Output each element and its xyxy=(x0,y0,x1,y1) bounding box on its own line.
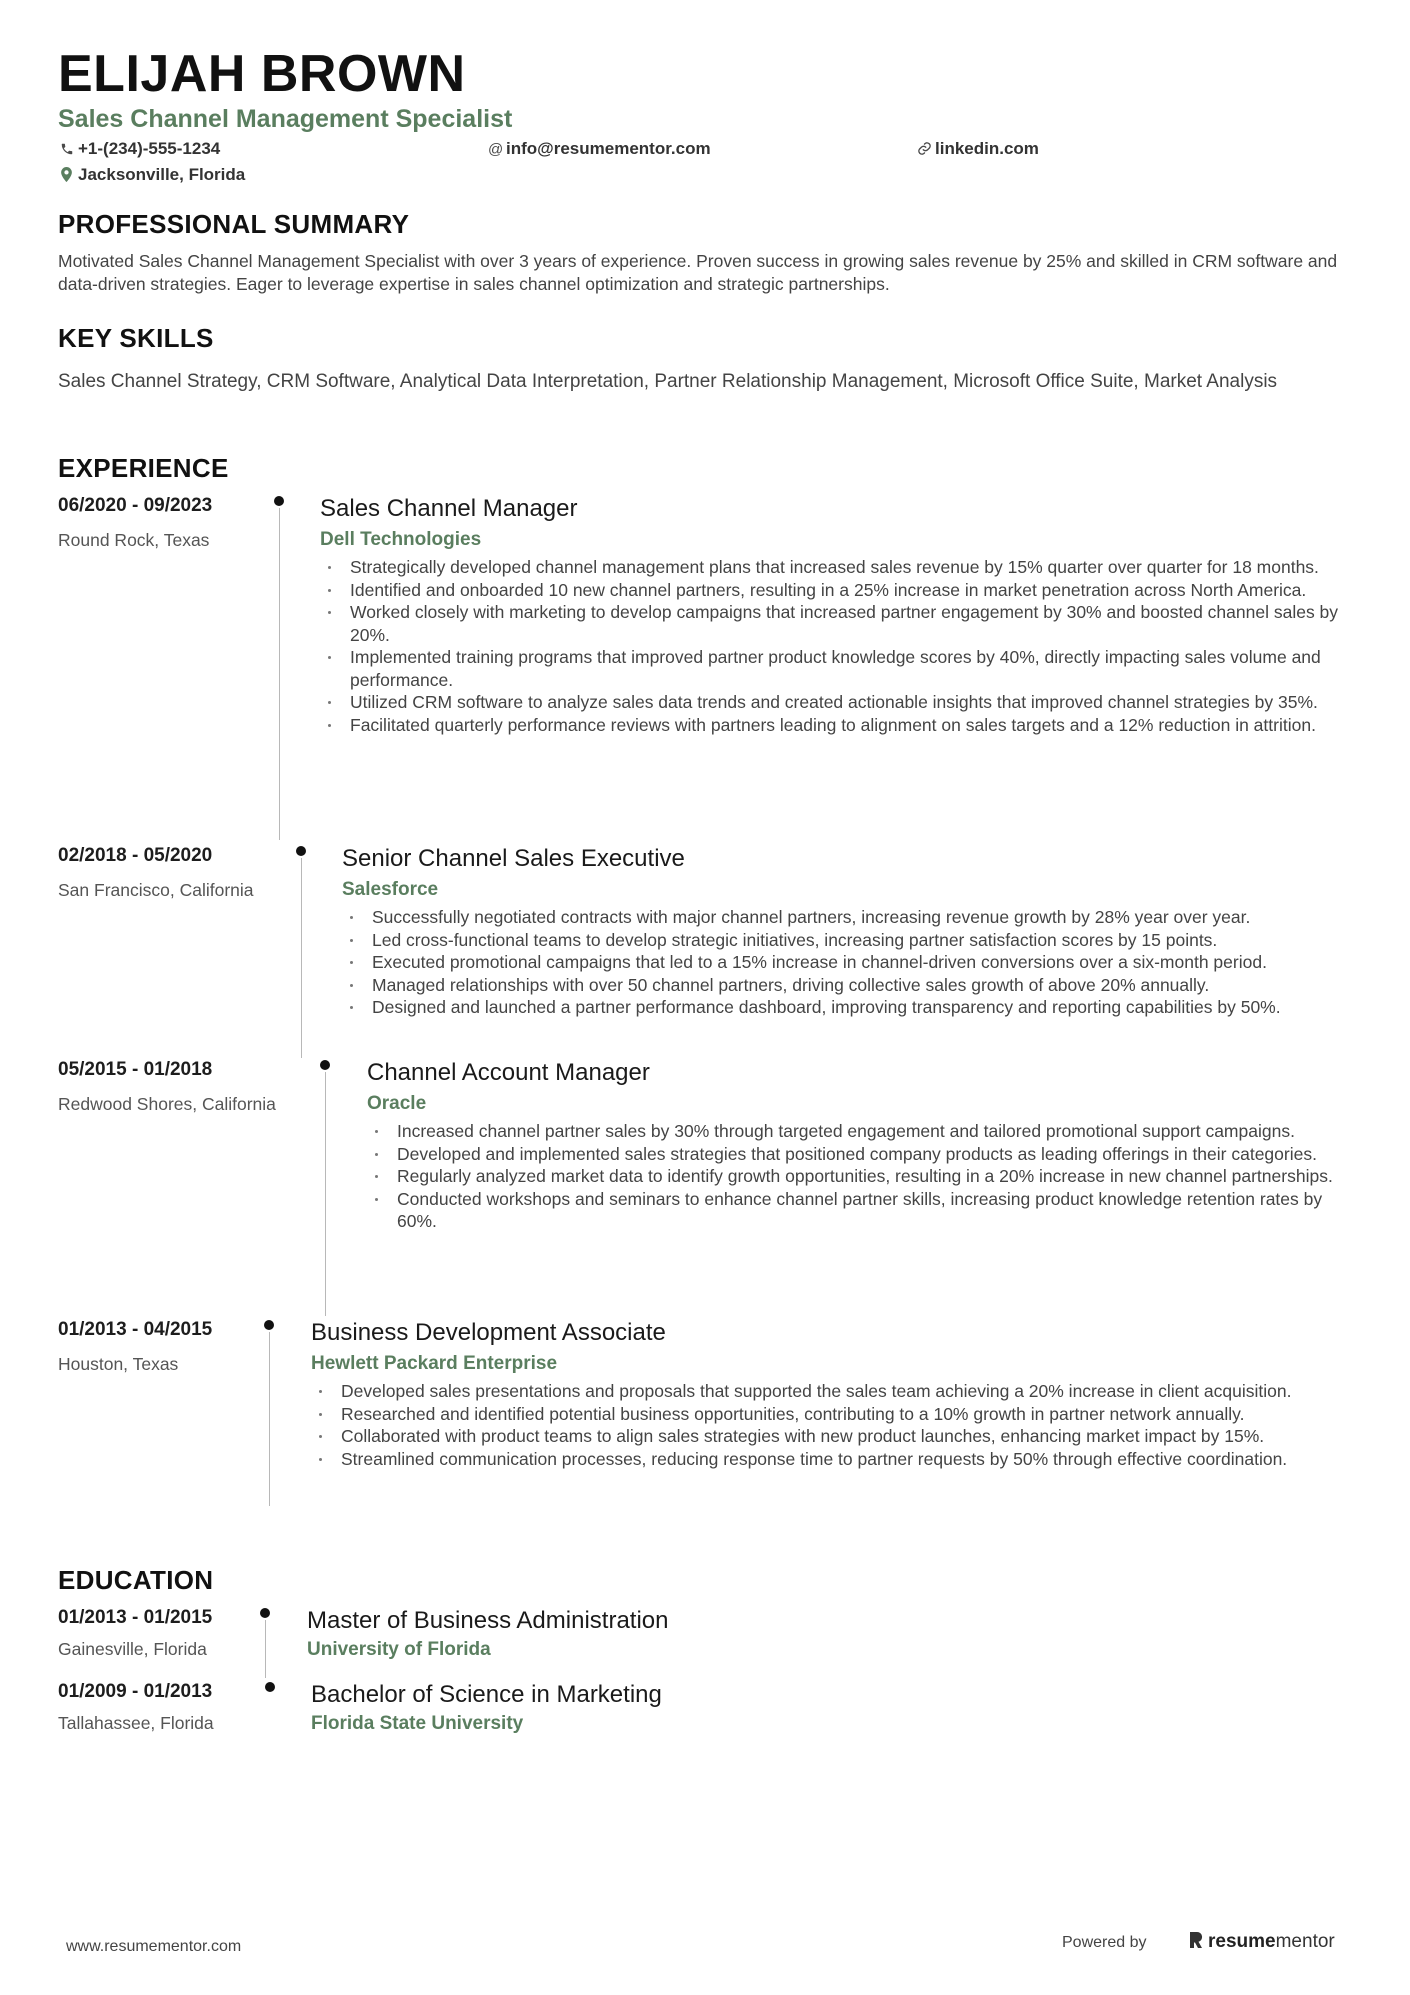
timeline-line xyxy=(301,858,302,1058)
education-location: Gainesville, Florida xyxy=(58,1639,207,1659)
job-title: Senior Channel Sales Executive xyxy=(342,845,685,872)
list-item: Collaborated with product teams to align sales strategies with new product launches, enhancing market impact by 15%. xyxy=(313,1425,1363,1448)
job-dates: 01/2013 - 04/2015 xyxy=(58,1319,213,1340)
list-item: Designed and launched a partner performance dashboard, improving transparency and reporting capabilities by 50%. xyxy=(344,996,1366,1019)
at-icon: @ xyxy=(488,141,504,158)
school-name: Florida State University xyxy=(311,1713,524,1734)
candidate-name: ELIJAH BROWN xyxy=(58,45,466,103)
list-item: Conducted workshops and seminars to enhance channel partner skills, increasing product knowledge retention rates by 60%. xyxy=(369,1188,1359,1233)
list-item: Worked closely with marketing to develop campaigns that increased partner engagement by 30% and boosted channel sales by 20%. xyxy=(322,601,1362,646)
footer-powered-by: Powered by xyxy=(1062,1934,1147,1951)
link-icon xyxy=(917,139,935,161)
brand-light: mentor xyxy=(1275,1931,1335,1952)
timeline-dot xyxy=(260,1608,270,1618)
job-dates: 02/2018 - 05/2020 xyxy=(58,845,213,866)
list-item: Implemented training programs that improved partner product knowledge scores by 40%, directly impacting sales volume and performance. xyxy=(322,646,1362,691)
list-item: Identified and onboarded 10 new channel partners, resulting in a 25% increase in market penetration across North America. xyxy=(322,579,1362,602)
list-item: Successfully negotiated contracts with major channel partners, increasing revenue growth by 28% year over year. xyxy=(344,906,1366,929)
job-company: Hewlett Packard Enterprise xyxy=(311,1353,558,1374)
job-bullets xyxy=(369,1120,1359,1233)
resumementor-logo-icon xyxy=(1188,1930,1204,1956)
job-location: San Francisco, California xyxy=(58,880,254,900)
job-company: Oracle xyxy=(367,1093,427,1114)
list-item: Streamlined communication processes, reducing response time to partner requests by 50% through effective coordination. xyxy=(313,1448,1363,1471)
location-pin-icon xyxy=(60,165,78,187)
contact-email[interactable] xyxy=(488,138,711,161)
job-company: Dell Technologies xyxy=(320,529,482,550)
job-dates: 06/2020 - 09/2023 xyxy=(58,495,213,516)
list-item: Managed relationships with over 50 channel partners, driving collective sales growth of above 20% annually. xyxy=(344,974,1366,997)
timeline-dot xyxy=(320,1060,330,1070)
location-text: Jacksonville, Florida xyxy=(78,165,246,184)
timeline-line xyxy=(325,1072,326,1316)
education-location: Tallahassee, Florida xyxy=(58,1713,214,1733)
job-location: Round Rock, Texas xyxy=(58,530,210,550)
job-title: Channel Account Manager xyxy=(367,1059,650,1086)
contact-location xyxy=(60,164,245,187)
contact-linkedin[interactable] xyxy=(917,138,1039,161)
list-item: Facilitated quarterly performance reviews with partners leading to alignment on sales targets and a 12% reduction in attrition. xyxy=(322,714,1362,737)
footer-brand-logo[interactable] xyxy=(1188,1930,1335,1956)
list-item: Developed and implemented sales strategies that positioned company products as leading offerings in their categories. xyxy=(369,1143,1359,1166)
summary-heading: PROFESSIONAL SUMMARY xyxy=(58,209,410,239)
education-heading: EDUCATION xyxy=(58,1565,214,1595)
list-item: Strategically developed channel management plans that increased sales revenue by 15% quarter over quarter for 18 months. xyxy=(322,556,1362,579)
degree-title: Bachelor of Science in Marketing xyxy=(311,1681,662,1708)
skills-heading: KEY SKILLS xyxy=(58,323,214,353)
experience-heading: EXPERIENCE xyxy=(58,453,229,483)
contact-phone[interactable] xyxy=(60,138,220,161)
job-title: Business Development Associate xyxy=(311,1319,666,1346)
job-location: Redwood Shores, California xyxy=(58,1094,276,1114)
job-title: Sales Channel Manager xyxy=(320,495,578,522)
timeline-dot xyxy=(296,846,306,856)
job-company: Salesforce xyxy=(342,879,439,900)
timeline-line xyxy=(269,1332,270,1506)
job-dates: 05/2015 - 01/2018 xyxy=(58,1059,213,1080)
timeline-line xyxy=(279,508,280,840)
list-item: Executed promotional campaigns that led to a 15% increase in channel-driven conversions over a six-month period. xyxy=(344,951,1366,974)
list-item: Led cross-functional teams to develop strategic initiatives, increasing partner satisfaction scores by 15 points. xyxy=(344,929,1366,952)
timeline-dot xyxy=(264,1320,274,1330)
education-dates: 01/2009 - 01/2013 xyxy=(58,1681,213,1702)
timeline-dot xyxy=(274,496,284,506)
candidate-role: Sales Channel Management Specialist xyxy=(58,105,513,133)
list-item: Increased channel partner sales by 30% through targeted engagement and tailored promotional support campaigns. xyxy=(369,1120,1359,1143)
skills-text: Sales Channel Strategy, CRM Software, Analytical Data Interpretation, Partner Relationship Management, Microsoft Office Suite, Market Analysis xyxy=(58,371,1278,392)
list-item: Developed sales presentations and proposals that supported the sales team achieving a 20% increase in client acquisition. xyxy=(313,1380,1363,1403)
phone-text: +1-(234)-555-1234 xyxy=(78,139,221,158)
phone-icon xyxy=(60,139,78,161)
linkedin-text: linkedin.com xyxy=(935,139,1039,158)
job-bullets xyxy=(313,1380,1363,1470)
job-location: Houston, Texas xyxy=(58,1354,179,1374)
timeline-dot xyxy=(265,1682,275,1692)
job-bullets xyxy=(322,556,1362,736)
email-text: info@resumementor.com xyxy=(506,139,711,158)
education-dates: 01/2013 - 01/2015 xyxy=(58,1607,213,1628)
summary-text: Motivated Sales Channel Management Specialist with over 3 years of experience. Proven success in growing sales revenue by 25% and skilled in CRM software and data-driven strategies. Eager to leverage expertise in sales channel optimization and strategic partnerships. xyxy=(58,251,1338,294)
footer-website-link[interactable]: www.resumementor.com xyxy=(66,1938,242,1955)
degree-title: Master of Business Administration xyxy=(307,1607,669,1634)
job-bullets xyxy=(344,906,1366,1019)
school-name: University of Florida xyxy=(307,1639,491,1660)
timeline-line xyxy=(265,1620,266,1678)
list-item: Utilized CRM software to analyze sales data trends and created actionable insights that improved channel strategies by 35%. xyxy=(322,691,1362,714)
list-item: Regularly analyzed market data to identify growth opportunities, resulting in a 20% increase in new channel partnerships. xyxy=(369,1165,1359,1188)
list-item: Researched and identified potential business opportunities, contributing to a 10% growth in partner network annually. xyxy=(313,1403,1363,1426)
brand-bold: resume xyxy=(1208,1931,1276,1952)
